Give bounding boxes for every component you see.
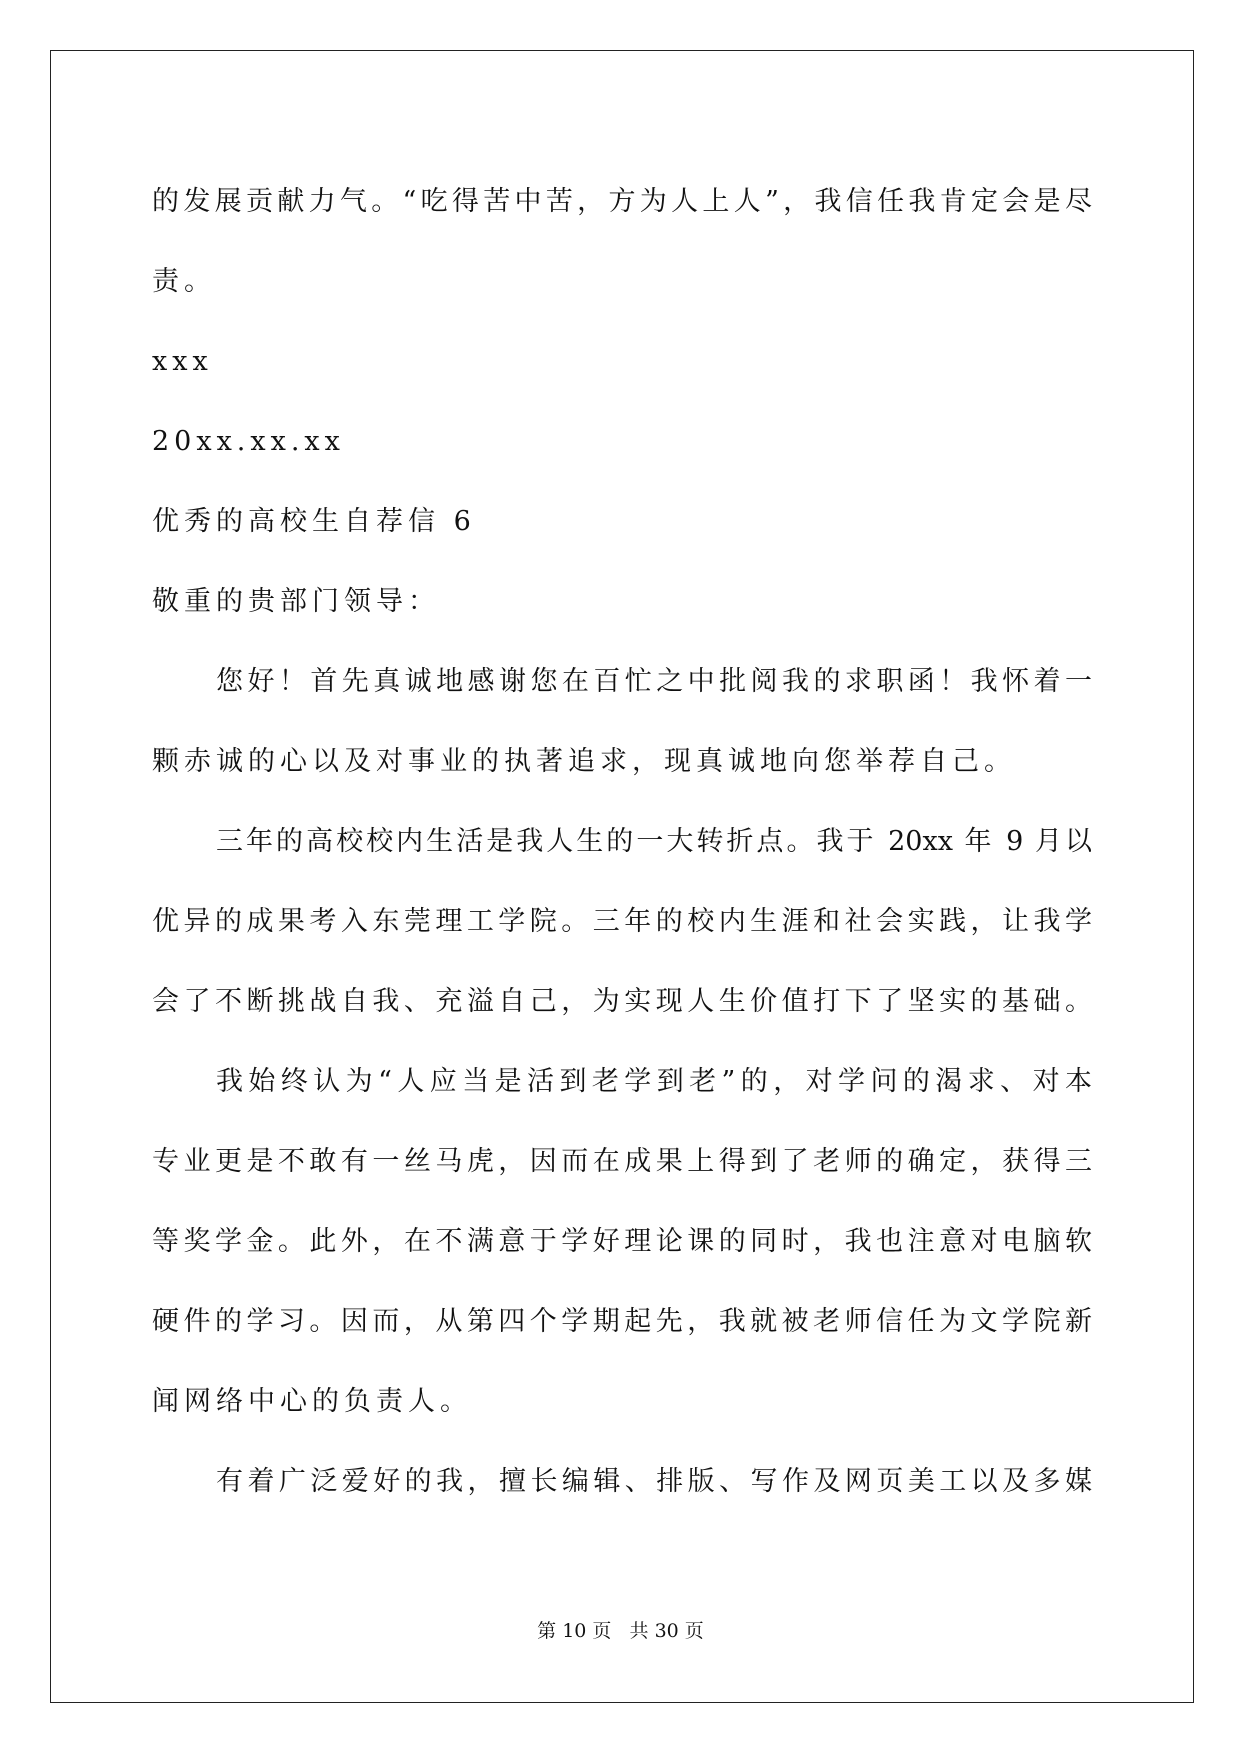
paragraph-line-11: 硬件的学习。因而，从第四个学期起先，我就被老师信任为文学院新 — [152, 1306, 1092, 1337]
paragraph-line-9: 专业更是不敢有一丝马虎，因而在成果上得到了老师的确定，获得三 — [152, 1146, 1092, 1177]
paragraph-line-12: 闻网络中心的负责人。 — [152, 1386, 472, 1417]
paragraph-line-2: 责。 — [152, 266, 216, 297]
paragraph-line-1: 的发展贡献力气。“吃得苦中苦，方为人上人”，我信任我肯定会是尽 — [152, 186, 1092, 217]
salutation: 敬重的贵部门领导： — [152, 586, 440, 617]
section-heading: 优秀的高校生自荐信 6 — [152, 506, 476, 537]
paragraph-line-10: 等奖学金。此外，在不满意于学好理论课的同时，我也注意对电脑软 — [152, 1226, 1092, 1257]
paragraph-line-4: 颗赤诚的心以及对事业的执著追求，现真诚地向您举荐自己。 — [152, 746, 1016, 777]
paragraph-line-6: 优异的成果考入东莞理工学院。三年的校内生涯和社会实践，让我学 — [152, 906, 1092, 937]
page-number-footer: 第 10 页 共 30 页 — [537, 1620, 704, 1642]
signature-date: 20xx.xx.xx — [152, 426, 345, 457]
paragraph-line-5: 三年的高校校内生活是我人生的一大转折点。我于 20xx 年 9 月以 — [216, 826, 1092, 857]
paragraph-line-8: 我始终认为“人应当是活到老学到老”的，对学问的渴求、对本 — [216, 1066, 1092, 1097]
paragraph-line-7: 会了不断挑战自我、充溢自己，为实现人生价值打下了坚实的基础。 — [152, 986, 1092, 1017]
paragraph-line-13: 有着广泛爱好的我，擅长编辑、排版、写作及网页美工以及多媒 — [216, 1466, 1092, 1497]
paragraph-line-3: 您好！首先真诚地感谢您在百忙之中批阅我的求职函！我怀着一 — [216, 666, 1092, 697]
signature-name: xxx — [152, 346, 213, 377]
